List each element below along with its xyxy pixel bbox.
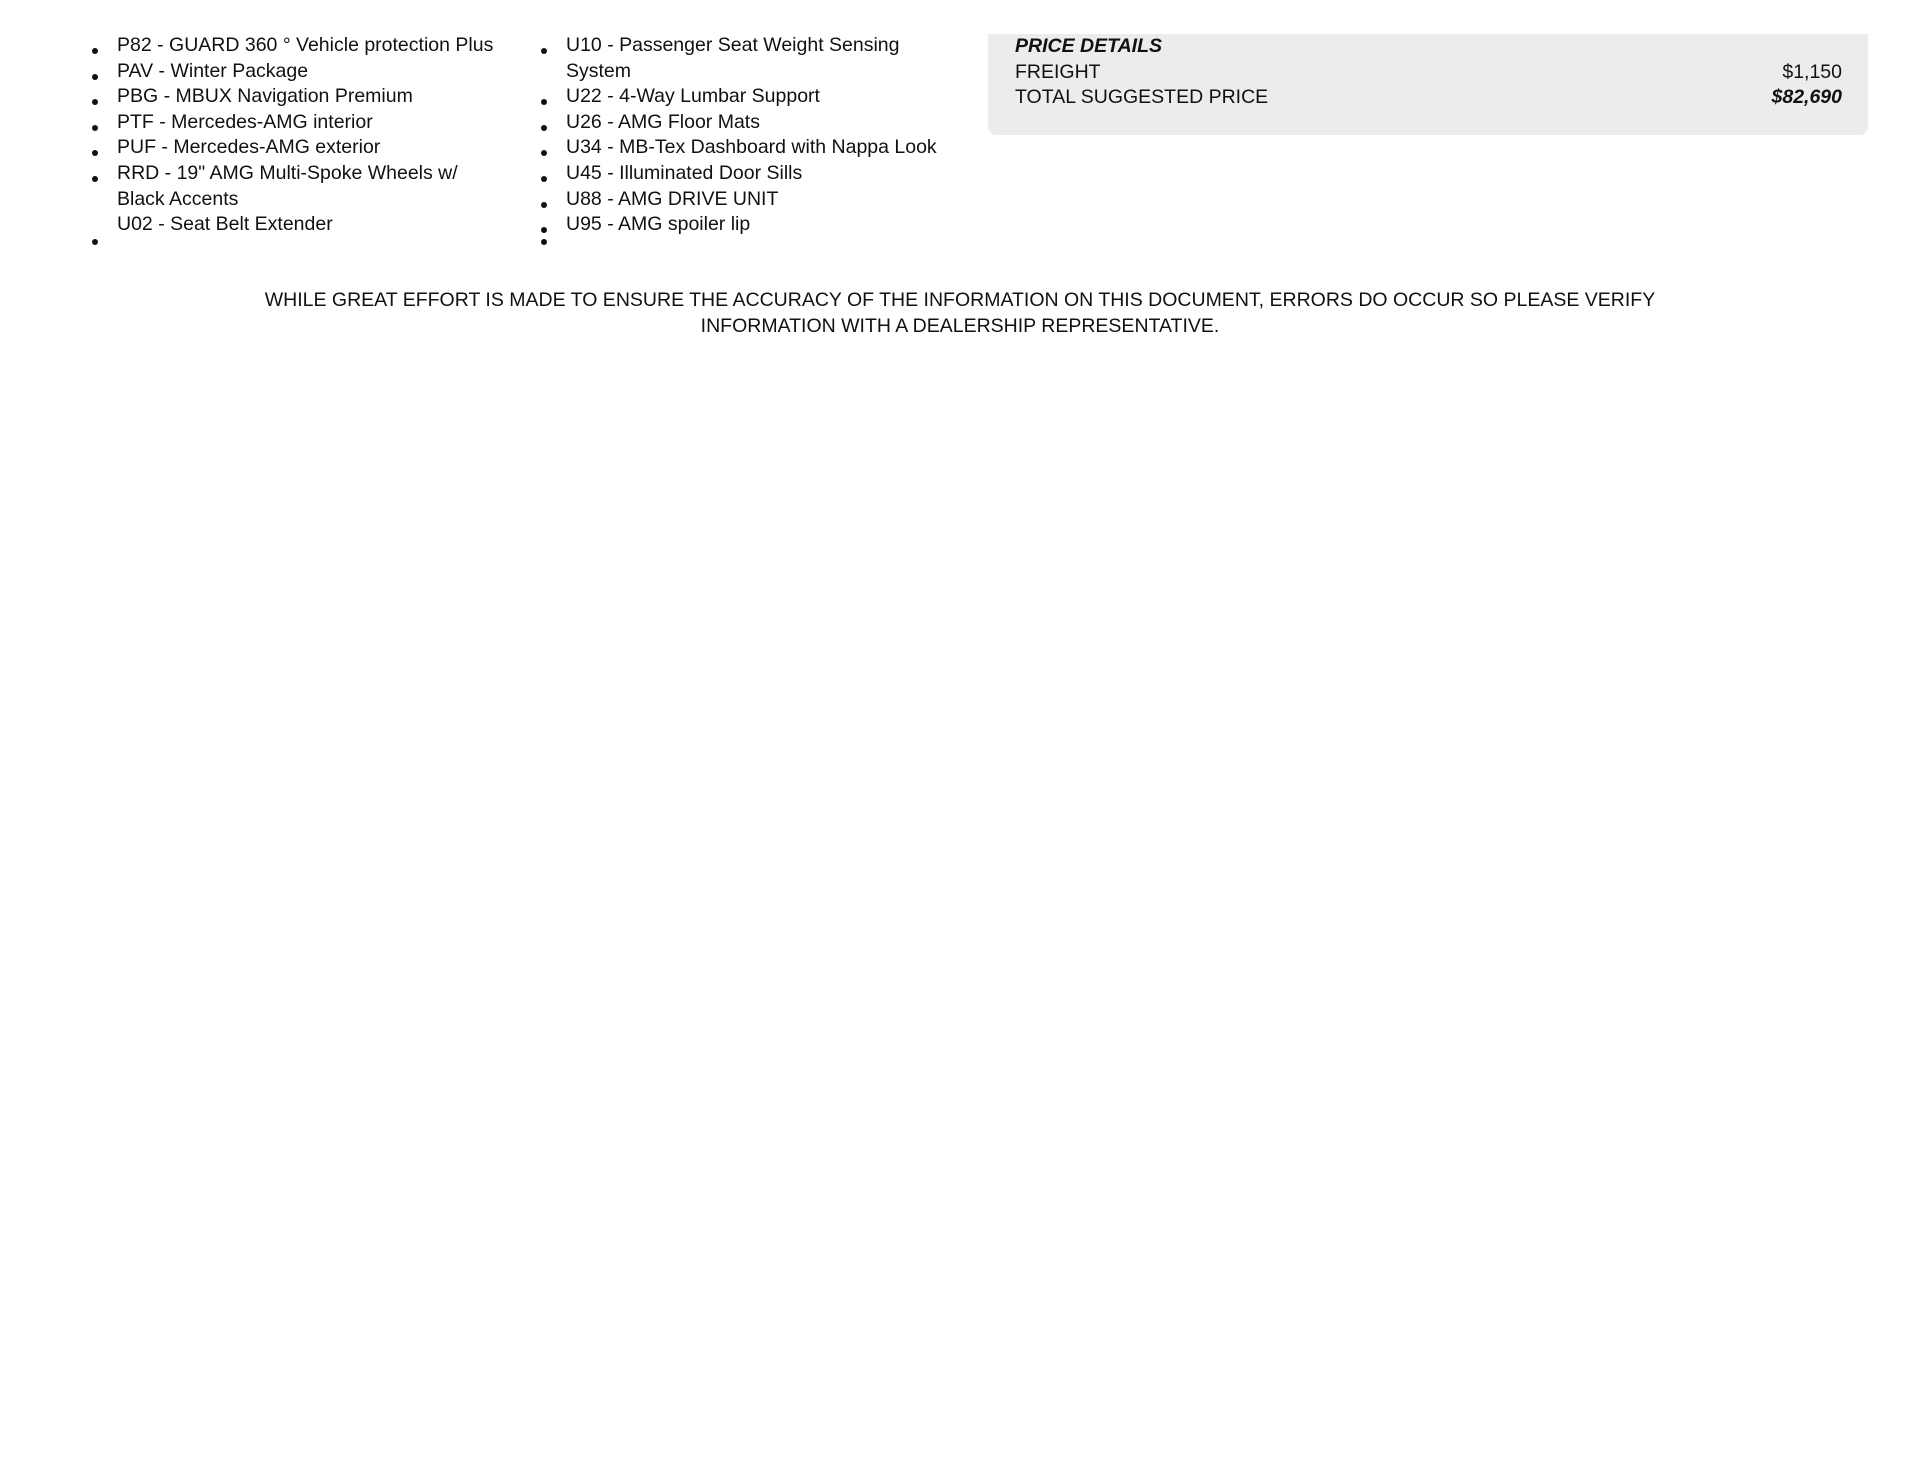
list-item (541, 187, 981, 213)
bullet-icon (541, 99, 547, 105)
option-label: U45 - Illuminated Door Sills (566, 161, 803, 184)
bullet-icon (541, 48, 547, 54)
freight-value: $1,150 (1782, 60, 1842, 83)
option-label: PUF - Mercedes-AMG exterior (117, 136, 381, 159)
bullet-icon (92, 239, 98, 245)
option-label: PAV - Winter Package (117, 59, 309, 82)
option-label: U02 - Seat Belt Extender (117, 213, 333, 236)
price-details-panel (988, 34, 1868, 135)
list-item (92, 84, 532, 110)
option-label: P82 - GUARD 360 ° Vehicle protection Plus (117, 34, 494, 56)
option-label: U34 - MB-Tex Dashboard with Nappa Look (566, 136, 937, 159)
bullet-icon (92, 150, 98, 156)
total-price-label: TOTAL SUGGESTED PRICE (1015, 86, 1269, 109)
list-item (541, 33, 966, 84)
price-details-heading: PRICE DETAILS (1015, 35, 1162, 57)
option-label: U88 - AMG DRIVE UNIT (566, 187, 779, 210)
option-label: PTF - Mercedes-AMG interior (117, 110, 373, 133)
list-item (541, 161, 981, 187)
bullet-icon (92, 74, 98, 80)
list-item (92, 161, 497, 212)
options-list-column-1 (92, 33, 532, 238)
list-item (541, 84, 981, 110)
list-item (92, 212, 532, 238)
option-label: U26 - AMG Floor Mats (566, 110, 760, 133)
total-price-value: $82,690 (1771, 86, 1842, 109)
bullet-icon (92, 48, 98, 54)
bullet-icon (541, 202, 547, 208)
list-item (92, 135, 532, 161)
bullet-icon (92, 176, 98, 182)
freight-row (1015, 60, 1842, 86)
option-label: U10 - Passenger Seat Weight Sensing System (566, 34, 900, 82)
disclaimer (0, 288, 1920, 339)
bullet-icon (92, 99, 98, 105)
list-item (541, 135, 981, 161)
option-label: U95 - AMG spoiler lip (566, 213, 751, 236)
option-label: U22 - 4-Way Lumbar Support (566, 85, 820, 108)
bullet-icon (541, 239, 547, 245)
bullet-icon (541, 227, 547, 233)
bullet-icon (541, 176, 547, 182)
option-label: RRD - 19" AMG Multi-Spoke Wheels w/ Black Accents (117, 161, 458, 210)
list-item (92, 33, 532, 59)
list-item (541, 110, 981, 136)
bullet-icon (92, 125, 98, 131)
option-label: PBG - MBUX Navigation Premium (117, 85, 413, 108)
options-list-column-2 (541, 33, 981, 238)
disclaimer-line-2: INFORMATION WITH A DEALERSHIP REPRESENTATIVE. (700, 314, 1220, 337)
list-item (92, 59, 532, 85)
disclaimer-line-1: WHILE GREAT EFFORT IS MADE TO ENSURE THE ACCURACY OF THE INFORMATION ON THIS DOCUMENT, ERRORS DO OCCUR SO PLEASE VERIFY (264, 289, 1656, 311)
list-item (541, 212, 981, 238)
total-price-row (1015, 85, 1842, 111)
list-item (92, 110, 532, 136)
bullet-icon (541, 125, 547, 131)
bullet-icon (541, 150, 547, 156)
freight-label: FREIGHT (1015, 60, 1101, 83)
